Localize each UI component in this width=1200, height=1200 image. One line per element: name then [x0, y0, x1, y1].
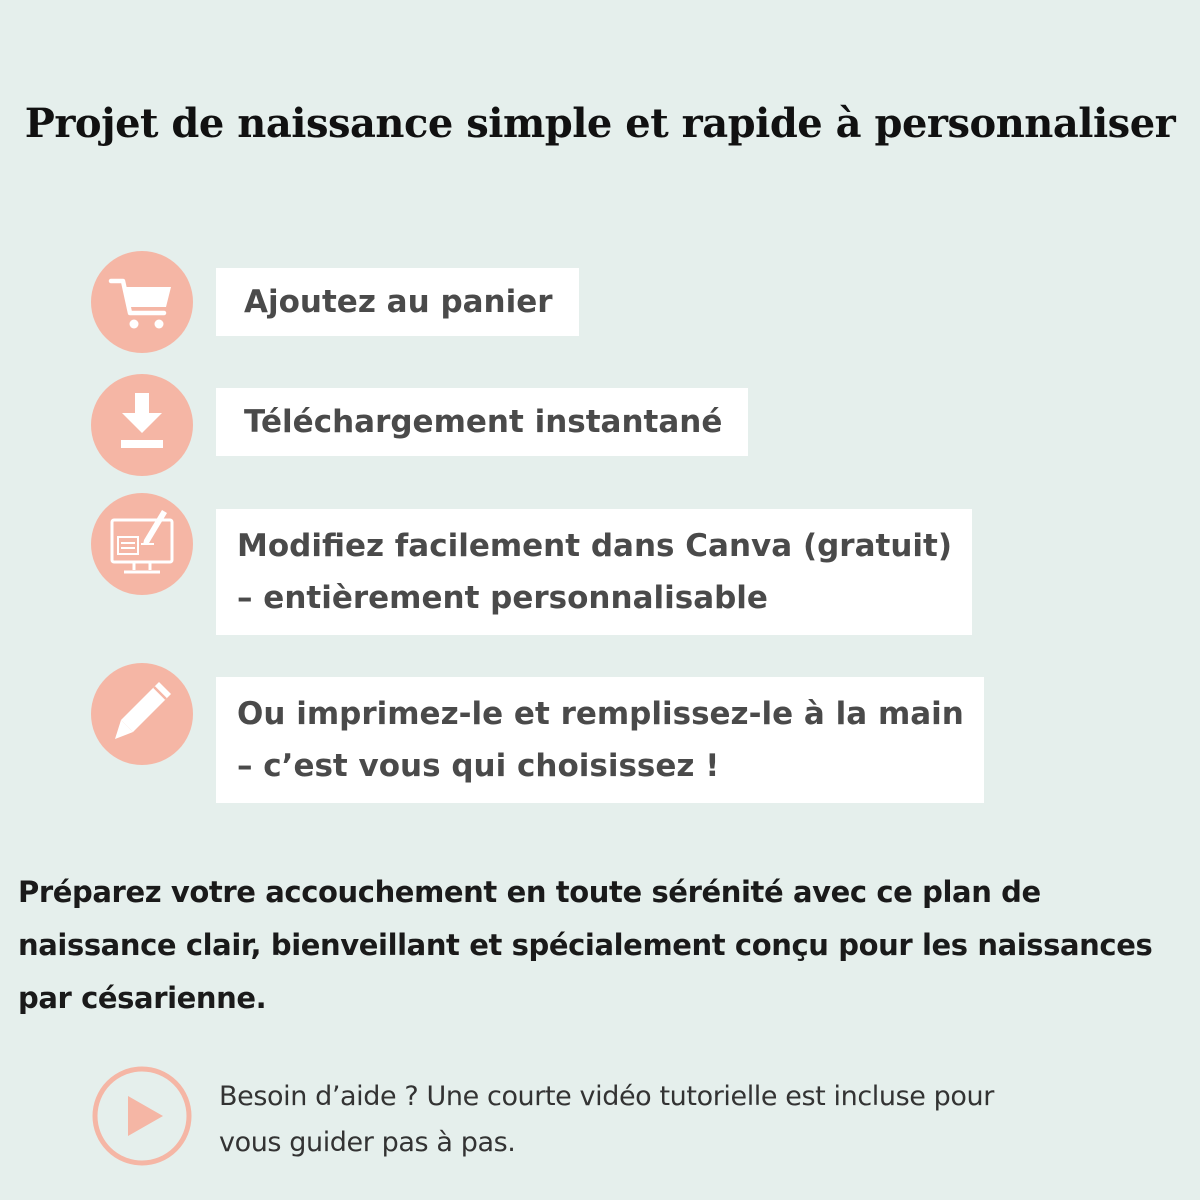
- help-line2: vous guider pas à pas.: [219, 1127, 516, 1158]
- help-line1: Besoin d’aide ? Une courte vidéo tutorielle est incluse pour: [219, 1081, 994, 1112]
- step-label: Ajoutez au panier: [244, 284, 553, 320]
- step-label: Téléchargement instantané: [244, 404, 723, 440]
- step-add-to-cart: [216, 268, 579, 336]
- pencil-icon: [91, 663, 193, 765]
- page-title: Projet de naissance simple et rapide à personnaliser: [24, 100, 1176, 147]
- description-line3: par césarienne.: [18, 981, 267, 1015]
- step-label-line2: – c’est vous qui choisissez !: [237, 748, 720, 784]
- description: [18, 866, 1178, 1025]
- monitor-edit-icon: [91, 493, 193, 595]
- step-label-line1: Ou imprimez-le et remplissez-le à la main: [237, 696, 964, 732]
- play-icon: [90, 1064, 194, 1168]
- shopping-cart-icon: [91, 251, 193, 353]
- help-text: [219, 1074, 1119, 1166]
- step-edit-in-canva: [216, 509, 972, 635]
- description-line2: naissance clair, bienveillant et spécialement conçu pour les naissances: [18, 928, 1153, 962]
- step-instant-download: [216, 388, 748, 456]
- step-label-line1: Modifiez facilement dans Canva (gratuit): [237, 528, 953, 564]
- step-label-line2: – entièrement personnalisable: [237, 580, 768, 616]
- description-line1: Préparez votre accouchement en toute sérénité avec ce plan de: [18, 875, 1041, 909]
- step-print-by-hand: [216, 677, 984, 803]
- download-icon: [91, 374, 193, 476]
